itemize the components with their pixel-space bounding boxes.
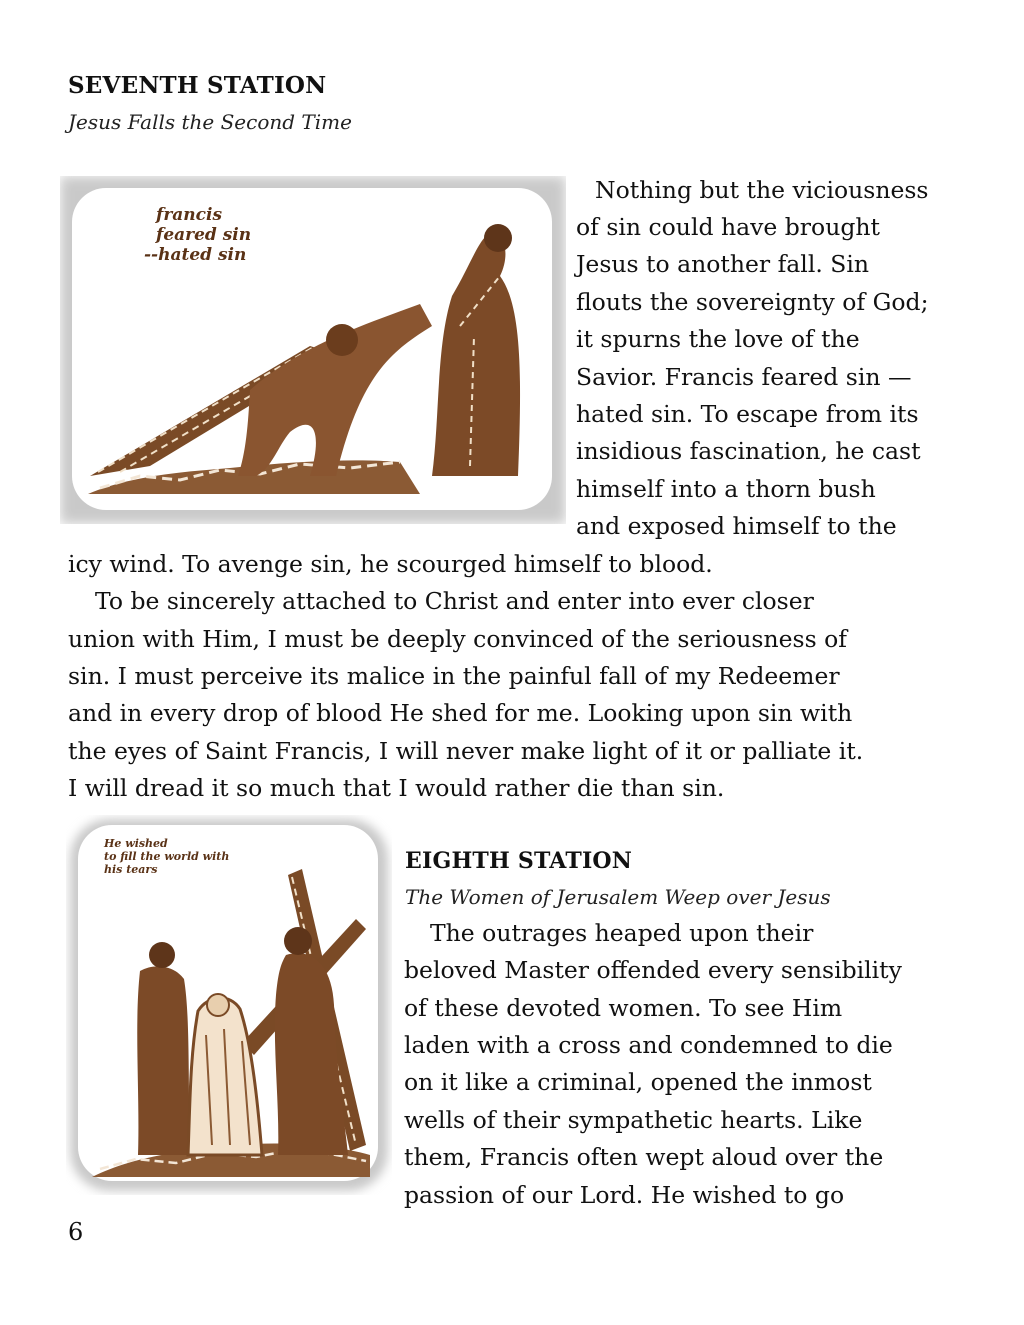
eighth-station-title: EIGHTH STATION [405,848,633,874]
body-line: of these devoted women. To see Him [404,994,843,1022]
body-line: of sin could have brought [576,213,880,241]
body-line: and exposed himself to the [576,512,897,540]
body-line: Jesus to another fall. Sin [576,250,870,278]
page-number: 6 [68,1218,84,1246]
jesus-head [326,324,358,356]
caption-line-2: feared sin [156,225,252,245]
body-line: it spurns the love of the [576,325,860,353]
body-line: them, Francis often wept aloud over the [404,1143,884,1171]
body-line: and in every drop of blood He shed for me. Looking upon sin with [68,699,853,727]
body-line: himself into a thorn bush [576,475,876,503]
body-line: wells of their sympathetic hearts. Like [404,1106,863,1134]
body-line: icy wind. To avenge sin, he scourged himself to blood. [68,550,713,578]
body-line: Savior. Francis feared sin — [576,363,912,391]
caption-line-1: francis [156,205,223,225]
seventh-station-subtitle: Jesus Falls the Second Time [68,110,352,134]
body-line: To be sincerely attached to Christ and enter into ever closer [95,587,814,615]
body-line: I will dread it so much that I would rather die than sin. [68,774,725,802]
body-line: union with Him, I must be deeply convinced of the seriousness of [68,625,847,653]
body-line: flouts the sovereignty of God; [576,288,929,316]
body-line: the eyes of Saint Francis, I will never make light of it or palliate it. [68,737,864,765]
jesus-head [284,927,312,955]
body-line: The outrages heaped upon their [430,919,814,947]
francis-cross-fall-illustration [60,176,566,524]
seventh-station-title: SEVENTH STATION [68,72,327,99]
body-line: Nothing but the viciousness [595,176,929,204]
body-line: sin. I must perceive its malice in the painful fall of my Redeemer [68,662,840,690]
caption-line-3: --hated sin [144,245,247,265]
caption-line-2: to fill the world with [104,850,230,863]
body-line: insidious fascination, he cast [576,437,921,465]
francis-head [149,942,175,968]
francis-head [484,224,512,252]
body-line: beloved Master offended every sensibility [404,956,902,984]
body-line: hated sin. To escape from its [576,400,919,428]
women-weep-illustration [66,815,392,1195]
body-line: passion of our Lord. He wished to go [404,1181,845,1209]
francis-figure [137,966,190,1155]
eighth-station-subtitle: The Women of Jerusalem Weep over Jesus [405,885,831,909]
caption-line-3: his tears [104,863,158,876]
body-line: laden with a cross and condemned to die [404,1031,893,1059]
woman-head [207,994,229,1016]
body-line: on it like a criminal, opened the inmost [404,1068,872,1096]
caption-line-1: He wished [104,837,168,850]
